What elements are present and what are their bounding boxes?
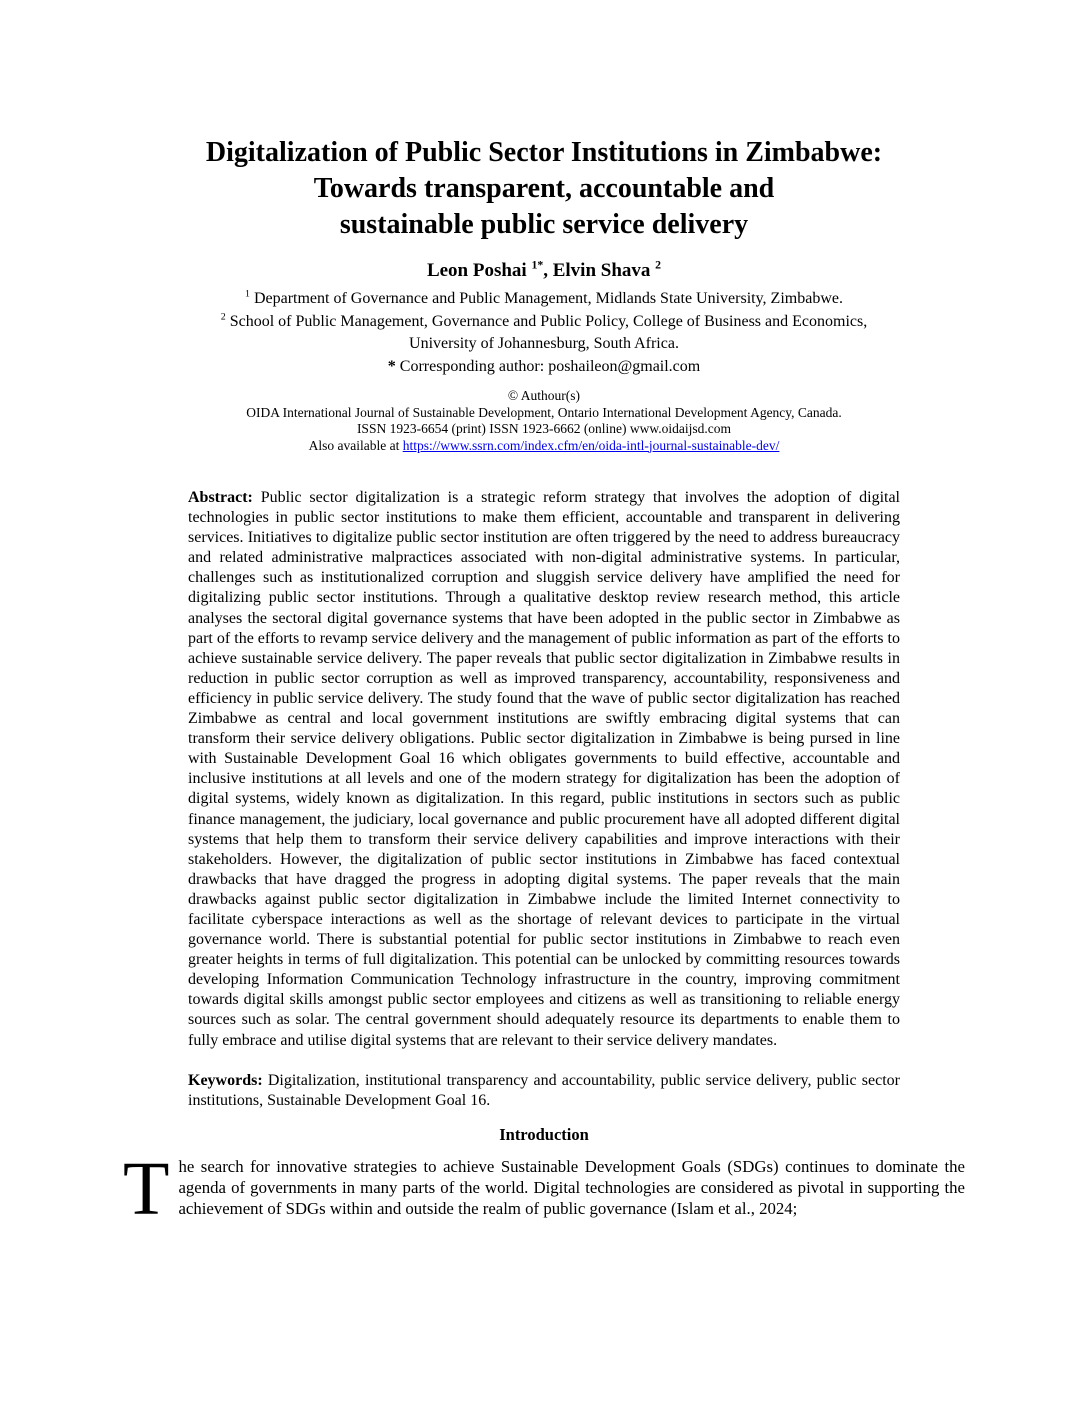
- title-line-3: sustainable public service delivery: [339, 209, 749, 240]
- availability-prefix: Also available at: [308, 437, 400, 453]
- ssrn-link[interactable]: https://www.ssrn.com/index.cfm/en/oida-intl-journal-sustainable-dev/: [402, 437, 780, 453]
- copyright-line: © Authour(s): [507, 388, 581, 403]
- corresponding-star: *: [387, 357, 396, 375]
- imprint-block: [0, 388, 1088, 454]
- availability-line: [0, 438, 1088, 455]
- corresponding-text: Corresponding author: poshaileon@gmail.com: [399, 357, 701, 375]
- affiliations-block: [0, 288, 1088, 378]
- author-superscript-2: 2: [655, 258, 662, 272]
- authors-line: [0, 259, 1088, 283]
- affiliation-text-2: School of Public Management, Governance and Public Policy, College of Business and Economics,: [229, 312, 868, 330]
- introduction-paragraph: [123, 1146, 965, 1231]
- title-line-1: Digitalization of Public Sector Institutions in Zimbabwe:: [205, 137, 883, 168]
- abstract-text: Public sector digitalization is a strategic reform strategy that involves the adoption of digital technologies in public sector institutions to make them efficient, accountable and transparent in delivering services. Initiatives to digitalize public sector institution are often triggered by the need to address bureaucracy and related administrative malpractices associated with non-digital administrative systems. In particular, challenges such as institutionalized corruption and sluggish service delivery have amplified the need for digitalizing public sector institutions. Through a qualitative desktop review research method, this article analyses the sectoral digital governance systems that have been adopted in the public sector in Zimbabwe as part of the efforts to revamp service delivery and the management of public information as part of the efforts to achieve sustainable service delivery. The paper reveals that public sector digitalization in Zimbabwe results in reduction in public sector corruption as well as improved transparency, accountability, responsiveness and efficiency in public service delivery. The study found that the wave of public sector digitalization has reached Zimbabwe as central and local government institutions are swiftly embracing digital systems that can transform their service delivery obligations. Public sector digitalization in Zimbabwe is being pursed in line with Sustainable Development Goal 16 which obligates governments to build effective, accountable and inclusive institutions at all levels and one of the modern strategy for digitalization has been the adoption of digital systems, widely known as digitalization. In this regard, public institutions in sectors such as public finance management, the judiciary, local governance and public procurement have all adopted different digital systems that help them to transform their service delivery capabilities and improve interactions with their stakeholders. However, the digitalization of public sector institutions in Zimbabwe has faced contextual drawbacks that have dragged the progress in adopting digital systems. The paper reveals that the main drawbacks against public sector digitalization in Zimbabwe include the limited Internet connectivity to facilitate cyberspace interactions as well as the shortage of relevant devices to participate in the virtual governance world. There is substantial potential for public sector institutions in Zimbabwe to reach even greater heights in terms of full digitalization. This potential can be unlocked by committing resources towards developing Information Communication Technology infrastructure in the country, improving commitment towards digital skills amongst public sector employees and citizens as well as transitioning to reliable energy sources such as solar. The central government should adequately resource its departments to enable them to fully embrace and utilise digital systems that are relevant to their service delivery mandates.: [188, 489, 901, 1049]
- issn-line: ISSN 1923-6654 (print) ISSN 1923-6662 (online) www.oidaijsd.com: [356, 421, 732, 436]
- drop-cap: T: [123, 1146, 170, 1231]
- journal-line: OIDA International Journal of Sustainable Development, Ontario International Development Agency, Canada.: [246, 404, 842, 420]
- introduction-heading: Introduction: [499, 1124, 589, 1144]
- affiliation-line-1: [0, 288, 1088, 311]
- author-superscript-1: 1*: [531, 258, 544, 272]
- author-name-2: Elvin Shava: [552, 260, 651, 281]
- abstract-label: Abstract:: [188, 489, 253, 506]
- paper-title: [0, 135, 1088, 243]
- affiliation-text-1: Department of Governance and Public Management, Midlands State University, Zimbabwe.: [253, 290, 843, 307]
- affiliation-line-2: [0, 311, 1088, 334]
- keywords-label: Keywords:: [188, 1071, 263, 1089]
- abstract-paragraph: [188, 488, 900, 1051]
- author-name-1: Leon Poshai: [426, 260, 527, 281]
- keywords-text: Digitalization, institutional transparency and accountability, public service delivery, public sector institutions, Sustainable Development Goal 16.: [188, 1071, 901, 1109]
- title-line-2: Towards transparent, accountable and: [313, 173, 775, 204]
- introduction-text: he search for innovative strategies to achieve Sustainable Development Goals (SDGs) continues to dominate the agenda of governments in many parts of the world. Digital technologies are considered as pivotal in supporting the achievement of SDGs within and outside the realm of public governance (Islam et al., 2024;: [178, 1156, 965, 1219]
- affiliation-superscript-1: 1: [245, 288, 250, 300]
- affiliation-superscript-2: 2: [220, 311, 226, 323]
- author-separator: ,: [543, 260, 548, 281]
- affiliation-line-3: University of Johannesburg, South Africa.: [409, 335, 679, 352]
- corresponding-author-line: [0, 356, 1088, 379]
- keywords-paragraph: [188, 1071, 900, 1111]
